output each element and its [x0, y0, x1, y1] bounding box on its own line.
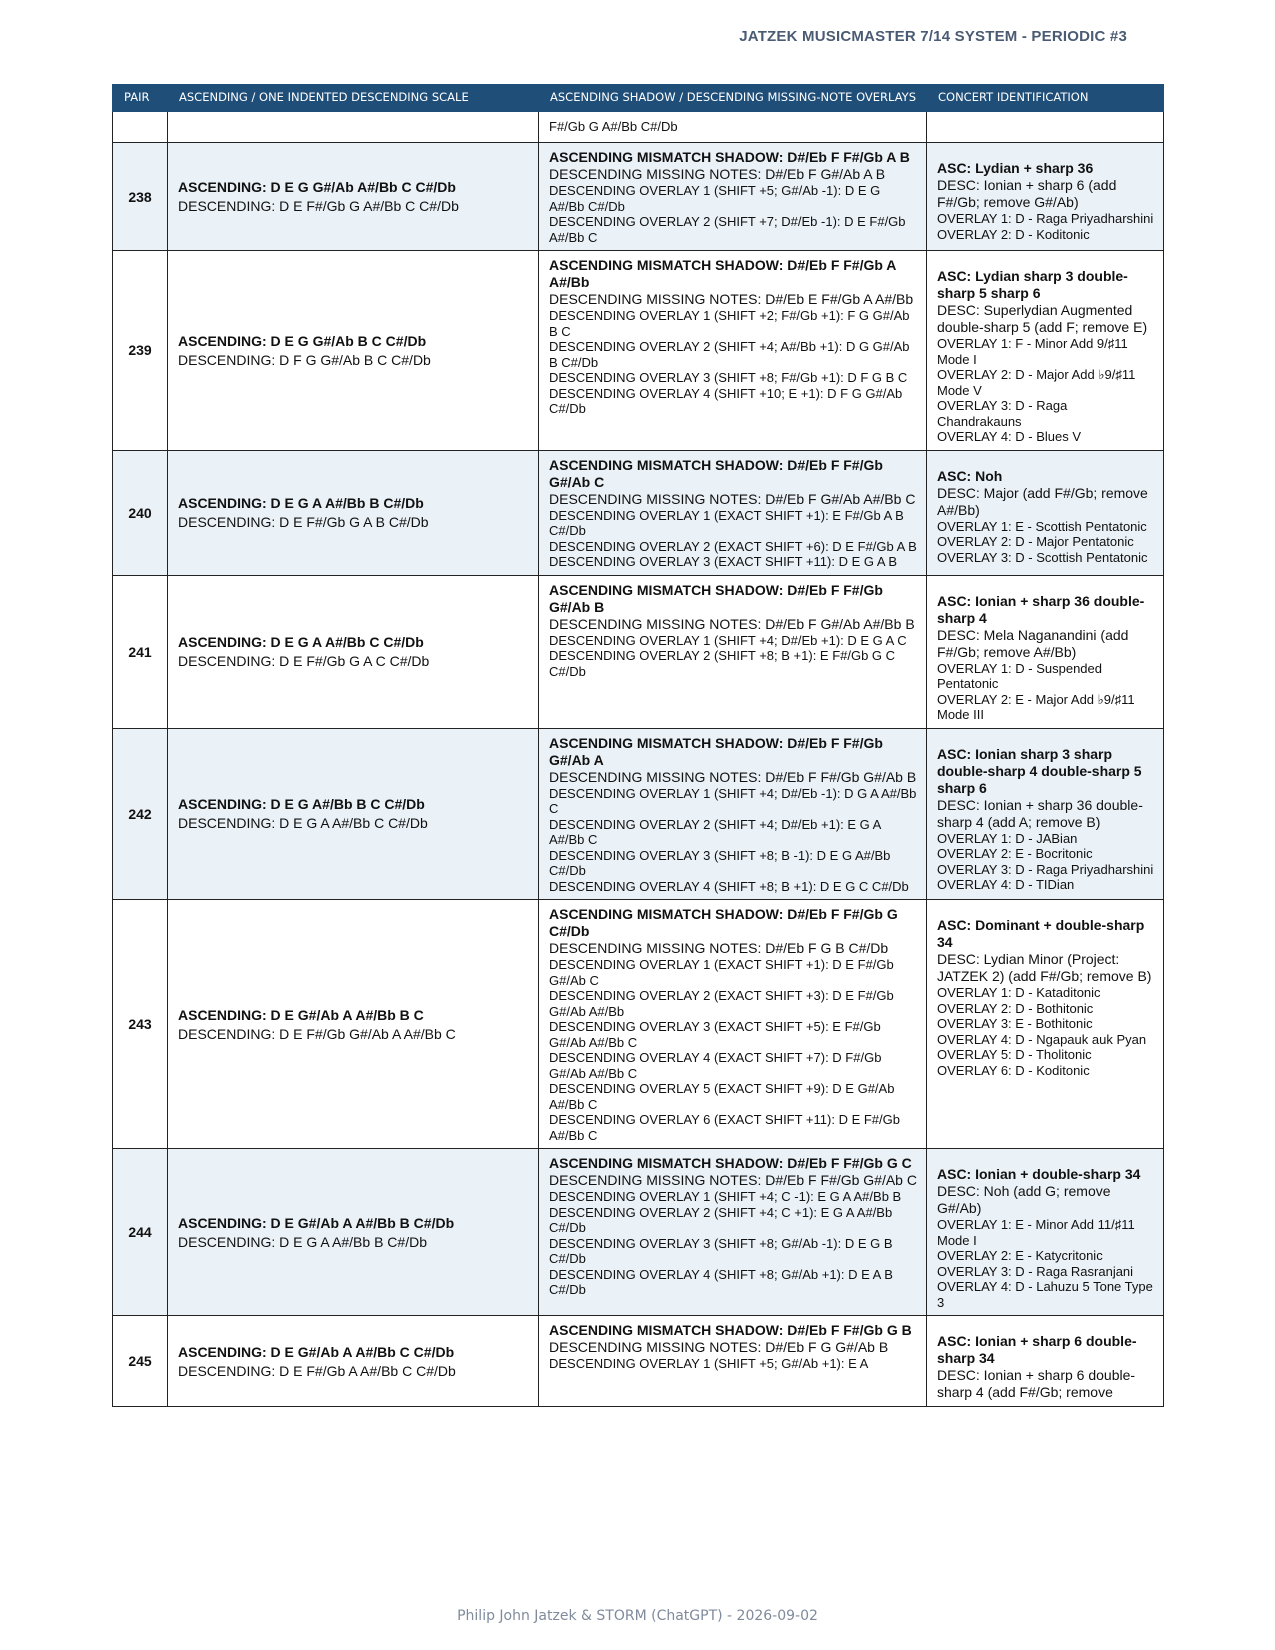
desc-identification: DESC: Mela Naganandini (add F#/Gb; remove A#/Bb) [937, 626, 1129, 660]
descending-overlay: DESCENDING OVERLAY 2 (SHIFT +4; D#/Eb +1): E G A A#/Bb C [549, 816, 881, 847]
pair-cell [113, 112, 168, 143]
overlay-identification: OVERLAY 4: D - Lahuzu 5 Tone Type 3 [937, 1279, 1153, 1310]
desc-identification: DESC: Lydian Minor (Project: JATZEK 2) (add F#/Gb; remove B) [937, 951, 1152, 984]
ascending-scale: ASCENDING: D E G G#/Ab A#/Bb C C#/Db [178, 179, 456, 195]
descending-overlay: DESCENDING OVERLAY 1 (EXACT SHIFT +1): D E F#/Gb G#/Ab C [549, 957, 894, 988]
scale-cell [168, 143, 539, 251]
overlay-identification: OVERLAY 6: D - Koditonic [937, 1062, 1090, 1078]
overlay-line: F#/Gb G A#/Bb C#/Db [549, 119, 678, 134]
overlay-cell [539, 1316, 927, 1407]
missing-notes: DESCENDING MISSING NOTES: D#/Eb F G G#/Ab B [549, 1339, 889, 1355]
overlay-identification: OVERLAY 3: D - Raga Priyadharshini [937, 861, 1154, 877]
ascending-scale: ASCENDING: D E G A A#/Bb B C#/Db [178, 495, 424, 511]
descending-overlay: DESCENDING OVERLAY 4 (SHIFT +8; B +1): D E G C C#/Db [549, 878, 909, 894]
descending-overlay: DESCENDING OVERLAY 4 (SHIFT +8; G#/Ab +1): D E A B C#/Db [549, 1266, 893, 1297]
asc-identification: ASC: Dominant + double-sharp 34 [937, 917, 1145, 950]
concert-cell [927, 900, 1164, 1149]
overlay-cell [539, 728, 927, 900]
missing-notes: DESCENDING MISSING NOTES: D#/Eb F F#/Gb G#/Ab B [549, 768, 917, 785]
descending-scale: DESCENDING: D F G G#/Ab B C C#/Db [178, 351, 431, 368]
asc-identification: ASC: Noh [937, 467, 1003, 484]
overlay-cell [539, 143, 927, 251]
descending-overlay: DESCENDING OVERLAY 1 (EXACT SHIFT +1): E F#/Gb A B C#/Db [549, 507, 904, 538]
ascending-scale: ASCENDING: D E G A#/Bb B C C#/Db [178, 796, 425, 813]
missing-notes: DESCENDING MISSING NOTES: D#/Eb F G#/Ab A#/Bb C [549, 490, 916, 507]
overlay-cell [539, 450, 927, 575]
table-header-row [113, 85, 1164, 112]
mismatch-shadow: ASCENDING MISMATCH SHADOW: D#/Eb F F#/Gb G#/Ab B [549, 581, 883, 615]
descending-overlay: DESCENDING OVERLAY 2 (EXACT SHIFT +6): D E F#/Gb A B [549, 538, 917, 554]
table-row [113, 575, 1164, 728]
overlay-cell [539, 112, 927, 143]
overlay-cell [539, 900, 927, 1149]
desc-identification: DESC: Ionian + sharp 6 (add F#/Gb; remove G#/Ab) [937, 177, 1117, 210]
scale-cell [168, 112, 539, 143]
desc-identification: DESC: Superlydian Augmented double-sharp 5 (add F; remove E) [937, 302, 1148, 335]
descending-overlay: DESCENDING OVERLAY 2 (SHIFT +7; D#/Eb -1): D E F#/Gb A#/Bb C [549, 214, 906, 245]
table-row [113, 251, 1164, 451]
mismatch-shadow: ASCENDING MISMATCH SHADOW: D#/Eb F F#/Gb G C#/Db [549, 906, 898, 939]
overlay-identification: OVERLAY 1: E - Scottish Pentatonic [937, 518, 1147, 534]
descending-overlay: DESCENDING OVERLAY 6 (EXACT SHIFT +11): D E F#/Gb A#/Bb C [549, 1112, 900, 1143]
overlay-identification: OVERLAY 5: D - Tholitonic [937, 1047, 1092, 1062]
column-header-pair: PAIR [113, 85, 168, 112]
concert-cell [927, 450, 1164, 575]
overlay-cell [539, 575, 927, 728]
overlay-identification: OVERLAY 3: E - Bothitonic [937, 1016, 1093, 1031]
scale-cell [168, 728, 539, 900]
scale-cell [168, 575, 539, 728]
pair-cell: 245 [113, 1316, 168, 1407]
ascending-scale: ASCENDING: D E G#/Ab A A#/Bb B C#/Db [178, 1214, 455, 1231]
concert-cell [927, 1149, 1164, 1316]
descending-scale: DESCENDING: D E F#/Gb A A#/Bb C C#/Db [178, 1362, 456, 1379]
overlay-identification: OVERLAY 1: D - Kataditonic [937, 985, 1101, 1000]
overlay-identification: OVERLAY 3: D - Raga Chandrakauns [937, 398, 1068, 429]
asc-identification: ASC: Ionian + sharp 6 double-sharp 34 [937, 1333, 1137, 1366]
descending-scale: DESCENDING: D E F#/Gb G A C C#/Db [178, 653, 430, 669]
table-row [113, 450, 1164, 575]
table-row [113, 1149, 1164, 1316]
scale-cell [168, 450, 539, 575]
overlay-identification: OVERLAY 1: E - Minor Add 11/♯11 Mode I [937, 1217, 1135, 1248]
scale-cell [168, 1316, 539, 1407]
descending-overlay: DESCENDING OVERLAY 2 (SHIFT +4; C +1): E G A A#/Bb C#/Db [549, 1204, 893, 1235]
overlay-identification: OVERLAY 4: D - TIDian [937, 877, 1075, 892]
overlay-identification: OVERLAY 2: D - Koditonic [937, 226, 1090, 242]
overlay-identification: OVERLAY 2: E - Katycritonic [937, 1248, 1103, 1263]
column-header-overlays: ASCENDING SHADOW / DESCENDING MISSING-NOTE OVERLAYS [539, 85, 927, 112]
missing-notes: DESCENDING MISSING NOTES: D#/Eb F G#/Ab A#/Bb B [549, 615, 915, 632]
column-header-concert: CONCERT IDENTIFICATION [927, 85, 1164, 112]
overlay-identification: OVERLAY 1: D - JABian [937, 830, 1078, 846]
continuation-row [113, 112, 1164, 143]
missing-notes: DESCENDING MISSING NOTES: D#/Eb F G B C#/Db [549, 940, 889, 956]
descending-overlay: DESCENDING OVERLAY 2 (SHIFT +4; A#/Bb +1): D G G#/Ab B C#/Db [549, 339, 910, 370]
overlay-cell [539, 251, 927, 451]
overlay-identification: OVERLAY 4: D - Blues V [937, 429, 1082, 444]
descending-scale: DESCENDING: D E G A A#/Bb B C#/Db [178, 1233, 427, 1250]
descending-overlay: DESCENDING OVERLAY 4 (SHIFT +10; E +1): D F G G#/Ab C#/Db [549, 385, 903, 416]
overlay-identification: OVERLAY 2: D - Bothitonic [937, 1000, 1094, 1016]
descending-overlay: DESCENDING OVERLAY 4 (EXACT SHIFT +7): D F#/Gb G#/Ab A#/Bb C [549, 1050, 882, 1081]
concert-cell [927, 112, 1164, 143]
descending-overlay: DESCENDING OVERLAY 3 (SHIFT +8; B -1): D E G A#/Bb C#/Db [549, 847, 891, 878]
descending-overlay: DESCENDING OVERLAY 3 (SHIFT +8; G#/Ab -1): D E G B C#/Db [549, 1235, 893, 1266]
overlay-identification: OVERLAY 3: D - Raga Rasranjani [937, 1263, 1134, 1279]
concert-cell [927, 575, 1164, 728]
mismatch-shadow: ASCENDING MISMATCH SHADOW: D#/Eb F F#/Gb G C [549, 1155, 912, 1171]
asc-identification: ASC: Ionian sharp 3 sharp double-sharp 4 double-sharp 5 sharp 6 [937, 745, 1142, 796]
scale-pairs-table [112, 84, 1164, 1407]
descending-overlay: DESCENDING OVERLAY 2 (EXACT SHIFT +3): D E F#/Gb G#/Ab A#/Bb [549, 988, 894, 1019]
scale-cell [168, 900, 539, 1149]
mismatch-shadow: ASCENDING MISMATCH SHADOW: D#/Eb F F#/Gb A A#/Bb [549, 257, 896, 290]
desc-identification: DESC: Noh (add G; remove G#/Ab) [937, 1183, 1111, 1216]
mismatch-shadow: ASCENDING MISMATCH SHADOW: D#/Eb F F#/Gb A B [549, 149, 910, 165]
asc-identification: ASC: Lydian + sharp 36 [937, 160, 1094, 176]
concert-cell [927, 251, 1164, 451]
scale-cell [168, 1149, 539, 1316]
pair-cell: 240 [113, 450, 168, 575]
descending-overlay: DESCENDING OVERLAY 1 (SHIFT +4; C -1): E G A A#/Bb B [549, 1189, 902, 1204]
descending-overlay: DESCENDING OVERLAY 3 (SHIFT +8; F#/Gb +1): D F G B C [549, 370, 908, 385]
mismatch-shadow: ASCENDING MISMATCH SHADOW: D#/Eb F F#/Gb G#/Ab C [549, 456, 883, 490]
concert-cell [927, 728, 1164, 900]
page-header-title: JATZEK MUSICMASTER 7/14 SYSTEM - PERIODIC #3 [739, 28, 1127, 45]
overlay-identification: OVERLAY 2: E - Bocritonic [937, 846, 1093, 861]
ascending-scale: ASCENDING: D E G#/Ab A A#/Bb C C#/Db [178, 1343, 455, 1360]
concert-cell [927, 1316, 1164, 1407]
pair-cell: 243 [113, 900, 168, 1149]
desc-identification: DESC: Ionian + sharp 6 double-sharp 4 (add F#/Gb; remove [937, 1367, 1136, 1400]
descending-overlay: DESCENDING OVERLAY 3 (EXACT SHIFT +11): D E G A B [549, 554, 898, 569]
asc-identification: ASC: Lydian sharp 3 double-sharp 5 sharp 6 [937, 268, 1128, 301]
descending-overlay: DESCENDING OVERLAY 5 (EXACT SHIFT +9): D E G#/Ab A#/Bb C [549, 1081, 895, 1112]
pair-cell: 238 [113, 143, 168, 251]
table-row [113, 143, 1164, 251]
pair-cell: 242 [113, 728, 168, 900]
overlay-identification: OVERLAY 2: E - Major Add ♭9/♯11 Mode III [937, 691, 1135, 722]
ascending-scale: ASCENDING: D E G#/Ab A A#/Bb B C [178, 1006, 424, 1023]
descending-overlay: DESCENDING OVERLAY 3 (EXACT SHIFT +5): E F#/Gb G#/Ab A#/Bb C [549, 1019, 881, 1050]
desc-identification: DESC: Ionian + sharp 36 double-sharp 4 (add A; remove B) [937, 796, 1143, 830]
descending-overlay: DESCENDING OVERLAY 1 (SHIFT +4; D#/Eb +1): D E G A C [549, 632, 907, 648]
table-row [113, 900, 1164, 1149]
descending-scale: DESCENDING: D E F#/Gb G A#/Bb C C#/Db [178, 198, 459, 214]
descending-scale: DESCENDING: D E F#/Gb G A B C#/Db [178, 514, 429, 530]
mismatch-shadow: ASCENDING MISMATCH SHADOW: D#/Eb F F#/Gb G B [549, 1322, 912, 1338]
overlay-identification: OVERLAY 1: D - Raga Priyadharshini [937, 211, 1154, 226]
mismatch-shadow: ASCENDING MISMATCH SHADOW: D#/Eb F F#/Gb G#/Ab A [549, 734, 883, 768]
descending-overlay: DESCENDING OVERLAY 1 (SHIFT +4; D#/Eb -1): D G A A#/Bb C [549, 785, 917, 816]
overlay-identification: OVERLAY 1: F - Minor Add 9/♯11 Mode I [937, 336, 1128, 367]
overlay-identification: OVERLAY 4: D - Ngapauk auk Pyan [937, 1031, 1147, 1047]
descending-scale: DESCENDING: D E F#/Gb G#/Ab A A#/Bb C [178, 1025, 456, 1042]
descending-overlay: DESCENDING OVERLAY 1 (SHIFT +5; G#/Ab -1): D E G A#/Bb C#/Db [549, 183, 881, 214]
page-footer: Philip John Jatzek & STORM (ChatGPT) - 2026-09-02 [457, 1608, 818, 1624]
overlay-identification: OVERLAY 2: D - Major Pentatonic [937, 534, 1134, 549]
ascending-scale: ASCENDING: D E G A A#/Bb C C#/Db [178, 634, 424, 650]
overlay-cell [539, 1149, 927, 1316]
overlay-identification: OVERLAY 3: D - Scottish Pentatonic [937, 549, 1148, 565]
scale-cell [168, 251, 539, 451]
missing-notes: DESCENDING MISSING NOTES: D#/Eb F G#/Ab A B [549, 166, 886, 182]
missing-notes: DESCENDING MISSING NOTES: D#/Eb F F#/Gb G#/Ab C [549, 1172, 917, 1188]
descending-overlay: DESCENDING OVERLAY 1 (SHIFT +2; F#/Gb +1): F G G#/Ab B C [549, 308, 910, 339]
missing-notes: DESCENDING MISSING NOTES: D#/Eb E F#/Gb A A#/Bb [549, 291, 914, 307]
descending-scale: DESCENDING: D E G A A#/Bb C C#/Db [178, 815, 428, 832]
pair-cell: 241 [113, 575, 168, 728]
column-header-scale: ASCENDING / ONE INDENTED DESCENDING SCALE [168, 85, 539, 112]
concert-cell [927, 143, 1164, 251]
desc-identification: DESC: Major (add F#/Gb; remove A#/Bb) [937, 484, 1148, 518]
table-row [113, 1316, 1164, 1407]
table-row [113, 728, 1164, 900]
pair-cell: 244 [113, 1149, 168, 1316]
descending-overlay: DESCENDING OVERLAY 2 (SHIFT +8; B +1): E F#/Gb G C C#/Db [549, 648, 896, 679]
pair-cell: 239 [113, 251, 168, 451]
asc-identification: ASC: Ionian + sharp 36 double-sharp 4 [937, 592, 1145, 626]
table-body [113, 112, 1164, 1407]
overlay-identification: OVERLAY 2: D - Major Add ♭9/♯11 Mode V [937, 367, 1136, 398]
descending-overlay: DESCENDING OVERLAY 1 (SHIFT +5; G#/Ab +1): E A [549, 1356, 869, 1371]
asc-identification: ASC: Ionian + double-sharp 34 [937, 1166, 1141, 1182]
ascending-scale: ASCENDING: D E G G#/Ab B C C#/Db [178, 332, 427, 349]
overlay-identification: OVERLAY 1: D - Suspended Pentatonic [937, 660, 1103, 691]
